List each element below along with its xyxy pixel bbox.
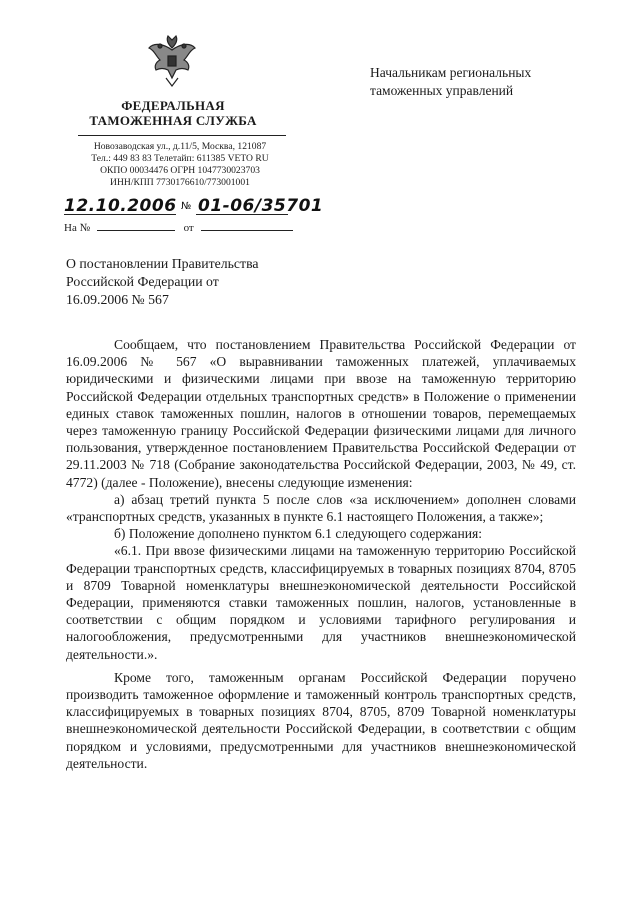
body-paragraph-3: б) Положение дополнено пунктом 6.1 следующего содержания: bbox=[114, 526, 483, 542]
number-label: № bbox=[181, 201, 192, 212]
letter-body bbox=[66, 336, 576, 772]
subject-line1: О постановлении Правительства bbox=[66, 256, 259, 271]
handwritten-number: 01-06/35701 bbox=[198, 196, 324, 216]
ot-label: от bbox=[183, 222, 194, 234]
contact-inn: ИНН/КПП 7730176610/773001001 bbox=[110, 177, 250, 188]
header-divider bbox=[78, 135, 286, 136]
recipient-block bbox=[370, 64, 590, 100]
subject-block bbox=[66, 255, 306, 309]
subject-line2: Российской Федерации от bbox=[66, 274, 219, 289]
contact-address: Новозаводская ул., д.11/5, Москва, 121087 bbox=[93, 141, 267, 152]
org-name-line2: ТАМОЖЕННАЯ СЛУЖБА bbox=[89, 113, 257, 128]
org-name-line1: ФЕДЕРАЛЬНАЯ bbox=[121, 98, 225, 113]
body-paragraph-1: Сообщаем, что постановлением Правительства Российской Федерации от 16.09.2006 № 567 «О выравнивании таможенных платежей, уплачиваемых юридическими и физическими лицами при ввозе на таможенную территорию Российской Федерации отдельных транспортных средств» в Положение о применении единых ставок таможенных пошлин, налогов в отношении товаров, перемещаемых через таможенную границу Российской Федерации физическими лицами для личного пользования, утвержденное постановлением Правительства Российской Федерации от 29.11.2003 № 718 (Собрание законодательства Российской Федерации, 2003, № 49, ст. 4772) (далее - Положение), внесены следующие изменения: bbox=[66, 337, 576, 490]
number-underline bbox=[196, 214, 288, 215]
reference-line bbox=[64, 222, 293, 234]
handwritten-date: 12.10.2006 bbox=[64, 196, 177, 216]
body-paragraph-2: а) абзац третий пункта 5 после слов «за исключением» дополнен словами «транспортных средств, указанных в пункте 6.1 настоящего Положения, а также»; bbox=[66, 491, 576, 525]
date-underline bbox=[64, 214, 176, 215]
body-paragraph-4: «6.1. При ввозе физическими лицами на таможенную территорию Российской Федерации транспортных средств, классифицируемых в товарных позициях 8704, 8705 и 8709 Товарной номенклатуры внешнеэкономической деятельности Российской Федерации, применяются ставки таможенных пошлин, налогов, установленные в соответствии с общим порядком и условиями тарифного регулирования и налогообложения, предусмотренными для участников внешнеэкономической деятельности.». bbox=[66, 543, 576, 662]
body-paragraph-5: Кроме того, таможенным органам Российской Федерации поручено производить таможенное оформление и таможенный контроль транспортных средств, классифицируемых в товарных позициях 8704, 8705, 8709 Товарной номенклатуры внешнеэкономической деятельности Российской Федерации, в соответствии с общим порядком и условиями, предусмотренными для участников внешнеэкономической деятельности. bbox=[66, 669, 576, 771]
recipient-line2: таможенных управлений bbox=[370, 83, 514, 98]
coat-of-arms-icon bbox=[146, 34, 198, 88]
recipient-line1: Начальникам региональных bbox=[370, 65, 532, 80]
ot-blank bbox=[201, 230, 293, 231]
subject-line3: 16.09.2006 № 567 bbox=[66, 292, 169, 307]
na-blank bbox=[97, 230, 175, 231]
na-label: На № bbox=[64, 222, 91, 234]
contact-okpo: ОКПО 00034476 ОГРН 1047730023703 bbox=[100, 165, 260, 176]
contact-block bbox=[70, 141, 290, 189]
contact-phone: Тел.: 449 83 83 Телетайп: 611385 VETO RU bbox=[91, 153, 269, 164]
